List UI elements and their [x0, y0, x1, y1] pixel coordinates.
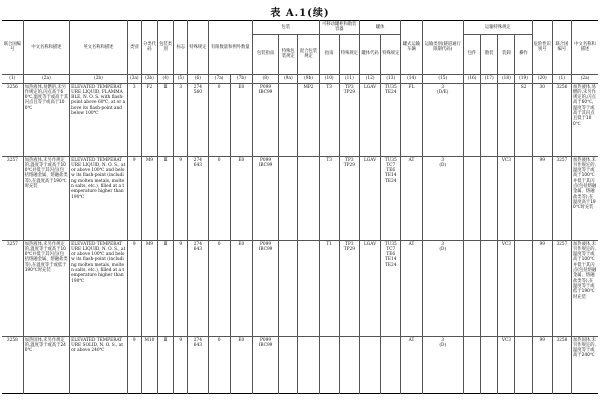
labels: 9: [174, 336, 188, 393]
header-name-cn-2: 中文名称和描述: [572, 21, 598, 75]
header-tank-special: 特殊规定: [381, 34, 401, 74]
header-class: 类别: [127, 21, 141, 75]
special-provisions: 274 643: [188, 240, 208, 336]
excepted-quantity: E0: [230, 156, 252, 240]
group-portable-tank: 可移动罐柜和散装容器: [319, 21, 359, 35]
header-name-cn: 中文名称和描述: [23, 21, 69, 75]
header-pt-instructions: 指南: [319, 34, 339, 74]
limited-quantity: 0: [208, 336, 230, 393]
tank-special: TU35 TC7 TE6 TE14 TE24: [381, 156, 401, 240]
special-operation: [515, 240, 532, 336]
col-number: (16): [463, 74, 480, 83]
header-un-no: 联合国编号: [2, 21, 23, 75]
table-title: 表 A.1(续): [270, 8, 330, 19]
name-cn: 加热液体,未另作规定的,温度等于或高于100℃并低于其闪点(包括熔融金属、熔融盐类等),在温度等于或低于190℃时充装: [23, 240, 69, 336]
name-cn-repeat: 加热液体,未另作规定的,温度等于或高于100℃并低于其闪点(包括熔融金属、熔融盐类等),在温度高于190℃时充装: [572, 156, 598, 240]
packing-special: [279, 240, 298, 336]
un-number: 3257: [2, 240, 23, 336]
col-number: (15): [422, 74, 463, 83]
un-number-repeat: 3257: [552, 240, 571, 336]
header-classification-code: 分类代码: [141, 21, 157, 75]
column-number-row: [2, 74, 598, 83]
special-packages: [463, 240, 480, 336]
limited-quantity: 0: [208, 83, 230, 156]
col-number: (20): [532, 74, 552, 83]
limited-quantity: 0: [208, 156, 230, 240]
col-number: (7b): [230, 74, 252, 83]
col-number: (2b): [70, 74, 128, 83]
un-number: 3256: [2, 83, 23, 156]
table-row: [2, 240, 598, 336]
header-tank-code: 罐体代码: [359, 34, 380, 74]
portable-tank-special: TP3 TP29: [339, 156, 359, 240]
col-number: (13): [381, 74, 401, 83]
header-packages: 包件: [463, 34, 480, 74]
header-pt-special: 特殊规定: [339, 34, 359, 74]
tank-code: LGAV: [359, 83, 380, 156]
header-bulk: 散装: [481, 34, 498, 74]
excepted-quantity: E0: [230, 240, 252, 336]
special-bulk: [481, 156, 498, 240]
header-limited-excepted: 有限数量和例外数量: [208, 21, 252, 75]
class: 9: [127, 336, 141, 393]
name-en: ELEVATED TEMPERATURE LIQUID, N. O. S., at or above 100℃ and below its flash-point (including molten metals, molten salts, etc.), filled at a temperature higher than 190℃: [70, 156, 128, 240]
special-packages: [463, 156, 480, 240]
portable-tank-instructions: T3: [319, 156, 339, 240]
name-cn: 加热固体,未另作规定的,温度等于或高于240℃: [23, 336, 69, 393]
header-vehicle: 罐式运输车辆: [401, 21, 422, 75]
class: 9: [127, 156, 141, 240]
labels: 9: [174, 156, 188, 240]
limited-quantity: 0: [208, 240, 230, 336]
name-cn-repeat: 加热固体,未另作规定的,温度等于或高于240℃: [572, 336, 598, 393]
col-number: (17): [481, 74, 498, 83]
header-loading: 装卸: [498, 34, 515, 74]
col-number: (2a): [23, 74, 69, 83]
header-mixed-packing: 混合包装规定: [298, 34, 319, 74]
packing-group: Ⅲ: [158, 156, 174, 240]
special-bulk: [481, 83, 498, 156]
special-provisions: 274 643: [188, 156, 208, 240]
excepted-quantity: E0: [230, 83, 252, 156]
name-cn-repeat: 加热液体,未另作规定的,温度等于或高于100℃并低于其闪点(包括熔融金属、熔融盐类等),在温度等于或低于190℃时充装: [572, 240, 598, 336]
col-number: (12): [359, 74, 380, 83]
group-packaging: 包装: [252, 21, 319, 35]
special-provisions: 274 643: [188, 336, 208, 393]
portable-tank-instructions: T3: [319, 83, 339, 156]
tank-special: TU35 TC7 TE6 TE14 TE24: [381, 240, 401, 336]
col-number: (1): [2, 74, 23, 83]
tank-special: TU35 TE24: [381, 83, 401, 156]
col-number: (8): [252, 74, 278, 83]
table-body: [2, 83, 598, 393]
classification-code: M10: [141, 336, 157, 393]
table-header: [2, 21, 598, 84]
un-number-repeat: 3257: [552, 156, 571, 240]
packing-group: Ⅲ: [158, 336, 174, 393]
packing-instructions: P099 IBC99: [252, 336, 278, 393]
hazard-id: 99: [532, 240, 552, 336]
special-loading: VC3: [498, 156, 515, 240]
header-special-provisions: 特殊规定: [188, 21, 208, 75]
special-operation: S2: [515, 83, 532, 156]
col-number: (10): [319, 74, 339, 83]
packing-special: [279, 156, 298, 240]
class: 3: [127, 83, 141, 156]
header-name-en: 英文名称和描述: [70, 21, 128, 75]
packing-instructions: P099 IBC99: [252, 156, 278, 240]
mixed-packing: [298, 240, 319, 336]
special-operation: [515, 156, 532, 240]
col-number: (7a): [208, 74, 230, 83]
packing-instructions: P099 IBC99: [252, 240, 278, 336]
tank-code: LGAV: [359, 240, 380, 336]
un-number-repeat: 3256: [552, 83, 571, 156]
packing-special: [279, 83, 298, 156]
special-bulk: [481, 240, 498, 336]
portable-tank-instructions: T1: [319, 240, 339, 336]
special-bulk: [481, 336, 498, 393]
transport-category: 3 (D): [422, 156, 463, 240]
col-number: (14): [401, 74, 422, 83]
special-provisions: 274 560: [188, 83, 208, 156]
table-row: [2, 156, 598, 240]
transport-category: 3 (D): [422, 336, 463, 393]
header-hazard-id: 危险性识别号: [532, 21, 552, 75]
transport-category: 3 (D): [422, 240, 463, 336]
table-row: [2, 336, 598, 393]
mixed-packing: [298, 336, 319, 393]
header-un-no-2: 联合国编号: [552, 21, 571, 75]
col-number: (4): [158, 74, 174, 83]
col-number: (18): [498, 74, 515, 83]
special-loading: VC3: [498, 336, 515, 393]
col-number: (9b): [298, 74, 319, 83]
col-number: (6): [188, 74, 208, 83]
special-loading: VC3: [498, 240, 515, 336]
classification-code: M9: [141, 240, 157, 336]
portable-tank-special: TP3 TP29: [339, 240, 359, 336]
tank-vehicle: AT: [401, 156, 422, 240]
classification-code: F2: [141, 83, 157, 156]
tank-vehicle: AT: [401, 336, 422, 393]
header-packing-group: 包装类别: [158, 21, 174, 75]
name-cn: 加热液体,易燃的,未另作规定的,闪点高于60℃,温度等于或高于其闪点且等于或高于100℃: [23, 83, 69, 156]
group-transport-special: 运输特殊规定: [463, 21, 532, 35]
col-number: (11): [339, 74, 359, 83]
special-packages: [463, 83, 480, 156]
name-cn: 加热液体,未另作规定的,温度等于或高于100℃并低于其闪点(包括熔融金属、熔融盐类等),在温度高于190℃时充装: [23, 156, 69, 240]
header-pkg-special: 特殊包装规定: [279, 34, 298, 74]
tank-code: [359, 336, 380, 393]
un-number: 3258: [2, 336, 23, 393]
portable-tank-special: [339, 336, 359, 393]
group-tank: 罐体: [359, 21, 400, 35]
col-number: (19): [515, 74, 532, 83]
name-en: ELEVATED TEMPERATURE SOLID, N. O. S., at or above 240℃: [70, 336, 128, 393]
packing-special: [279, 336, 298, 393]
tank-code: LGAV: [359, 156, 380, 240]
un-number-repeat: 3258: [552, 336, 571, 393]
class: 9: [127, 240, 141, 336]
hazard-id: 30: [532, 83, 552, 156]
tank-vehicle: FL: [401, 83, 422, 156]
special-operation: [515, 336, 532, 393]
name-en: ELEVATED TEMPERATURE LIQUID, FLAMMABLE, N. O. S. with flash-point above 60℃, at or above its flash-point and below 100℃: [70, 83, 128, 156]
excepted-quantity: E0: [230, 336, 252, 393]
col-number: (3b): [141, 74, 157, 83]
header-transport-category: 运输类别(隧道通行限制代码): [422, 21, 463, 75]
mixed-packing: MP2: [298, 83, 319, 156]
col-number: (3a): [127, 74, 141, 83]
transport-category: 3 (D/E): [422, 83, 463, 156]
col-number: (5): [174, 74, 188, 83]
header-operation: 操作: [515, 34, 532, 74]
header-pkg-instructions: 包装指南: [252, 34, 278, 74]
labels: 3: [174, 83, 188, 156]
col-number: (2a): [572, 74, 598, 83]
portable-tank-instructions: [319, 336, 339, 393]
labels: 9: [174, 240, 188, 336]
portable-tank-special: TP3 TP29: [339, 83, 359, 156]
col-number: (9a): [279, 74, 298, 83]
hazard-id: 99: [532, 156, 552, 240]
tank-vehicle: AT: [401, 240, 422, 336]
table-row: [2, 83, 598, 156]
special-packages: [463, 336, 480, 393]
col-number: (1): [552, 74, 571, 83]
special-loading: [498, 83, 515, 156]
classification-code: M9: [141, 156, 157, 240]
name-cn-repeat: 加热液体,易燃的,未另作规定的,闪点高于60℃,温度等于或高于其闪点且低于100℃: [572, 83, 598, 156]
name-en: ELEVATED TEMPERATURE LIQUID, N. O. S., at or above 100℃ and below its flash-point (including molten metals, molten salts, etc.), filled at a temperature higher than 190℃: [70, 240, 128, 336]
dangerous-goods-table: [2, 20, 598, 394]
mixed-packing: [298, 156, 319, 240]
header-labels: 标志: [174, 21, 188, 75]
packing-group: Ⅲ: [158, 83, 174, 156]
un-number: 3257: [2, 156, 23, 240]
packing-group: Ⅲ: [158, 240, 174, 336]
hazard-id: 99: [532, 336, 552, 393]
tank-special: [381, 336, 401, 393]
packing-instructions: P099 IBC99: [252, 83, 278, 156]
